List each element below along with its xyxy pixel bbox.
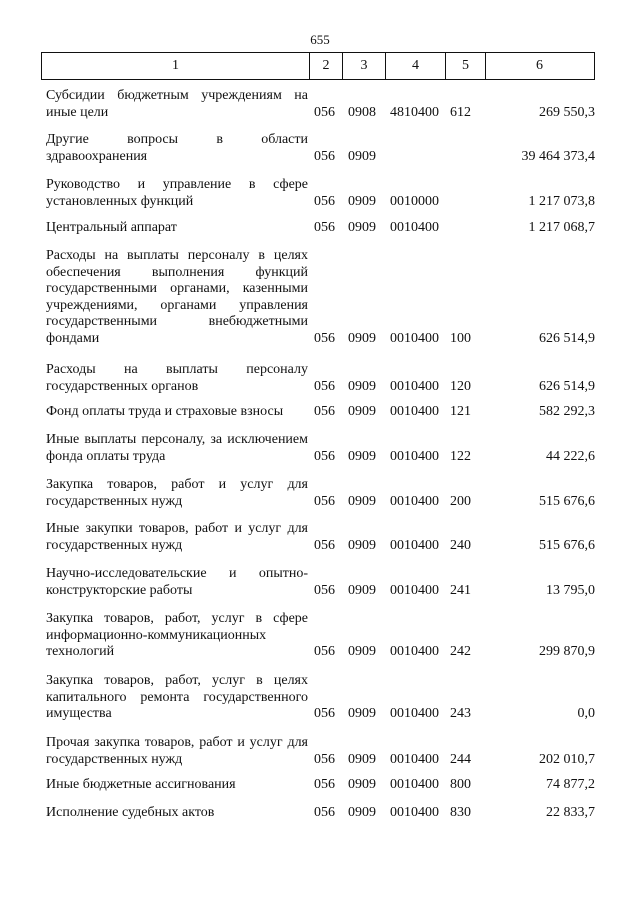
row-label: Исполнение судебных актов bbox=[46, 805, 215, 820]
row-cell-c3: 0909 bbox=[348, 537, 376, 553]
row-cell-c6: 299 870,9 bbox=[539, 644, 595, 659]
table-row bbox=[46, 404, 595, 421]
row-label: Научно-исследовательские и опытно-конструкторские работы bbox=[46, 566, 308, 598]
row-cell-c3: 0909 bbox=[348, 582, 376, 598]
row-cell-c6: 202 010,7 bbox=[539, 751, 595, 767]
row-cell-c3: 0909 bbox=[348, 220, 376, 235]
row-label: Закупка товаров, работ, услуг в сфере информационно-коммуникационных технологий bbox=[46, 611, 308, 659]
row-cell-c3: 0908 bbox=[348, 104, 376, 120]
row-label: Иные закупки товаров, работ и услуг для государственных нужд bbox=[46, 521, 308, 553]
row-cell-c3: 0909 bbox=[348, 706, 376, 721]
row-cell-c6: 22 833,7 bbox=[546, 805, 595, 820]
row-cell-c2: 056 bbox=[314, 805, 335, 820]
table-row bbox=[46, 566, 595, 599]
row-cell-c5: 241 bbox=[450, 582, 471, 598]
row-cell-c6: 269 550,3 bbox=[539, 104, 595, 120]
row-cell-c2: 056 bbox=[314, 777, 335, 792]
row-cell-c3: 0909 bbox=[348, 448, 376, 464]
table-header bbox=[41, 52, 595, 80]
table-row bbox=[46, 805, 595, 822]
row-label: Иные бюджетные ассигнования bbox=[46, 777, 236, 792]
header-col-2: 2 bbox=[309, 53, 342, 79]
row-cell-c5: 830 bbox=[450, 805, 471, 820]
row-cell-c4: 0010400 bbox=[390, 493, 439, 509]
row-cell-c3: 0909 bbox=[348, 777, 376, 792]
row-cell-c3: 0909 bbox=[348, 644, 376, 659]
row-label: Закупка товаров, работ, услуг в целях капитального ремонта государственного имущества bbox=[46, 673, 308, 721]
row-label: Расходы на выплаты персоналу в целях обеспечения выполнения функций государственными органами, казенными учреждениями, органами управления государственными внебюджетными фондами bbox=[46, 248, 308, 346]
row-cell-c4: 0010400 bbox=[390, 644, 439, 659]
row-cell-c2: 056 bbox=[314, 404, 335, 419]
row-cell-c2: 056 bbox=[314, 148, 335, 164]
row-label: Субсидии бюджетным учреждениям на иные цели bbox=[46, 88, 308, 120]
row-label: Расходы на выплаты персоналу государственных органов bbox=[46, 362, 308, 394]
row-cell-c6: 626 514,9 bbox=[539, 378, 595, 394]
row-cell-c2: 056 bbox=[314, 751, 335, 767]
row-cell-c5: 200 bbox=[450, 493, 471, 509]
row-cell-c6: 74 877,2 bbox=[546, 777, 595, 792]
row-cell-c3: 0909 bbox=[348, 148, 376, 164]
row-cell-c3: 0909 bbox=[348, 193, 376, 209]
row-cell-c2: 056 bbox=[314, 330, 335, 346]
row-label: Закупка товаров, работ и услуг для государственных нужд bbox=[46, 477, 308, 509]
row-cell-c3: 0909 bbox=[348, 404, 376, 419]
row-cell-c2: 056 bbox=[314, 378, 335, 394]
header-col-1: 1 bbox=[172, 58, 179, 73]
row-cell-c6: 44 222,6 bbox=[546, 448, 595, 464]
row-cell-c2: 056 bbox=[314, 644, 335, 659]
row-cell-c2: 056 bbox=[314, 448, 335, 464]
row-cell-c5: 100 bbox=[450, 330, 471, 346]
table-row bbox=[46, 362, 595, 395]
row-cell-c6: 0,0 bbox=[577, 706, 595, 721]
row-label: Прочая закупка товаров, работ и услуг для государственных нужд bbox=[46, 735, 308, 767]
row-cell-c4: 0010400 bbox=[390, 448, 439, 464]
table-row bbox=[46, 132, 595, 165]
row-cell-c3: 0909 bbox=[348, 805, 376, 820]
row-cell-c5: 120 bbox=[450, 378, 471, 394]
row-cell-c6: 1 217 068,7 bbox=[528, 220, 595, 235]
row-cell-c5: 244 bbox=[450, 751, 471, 767]
row-cell-c2: 056 bbox=[314, 537, 335, 553]
row-cell-c4: 0010400 bbox=[390, 537, 439, 553]
row-cell-c6: 39 464 373,4 bbox=[521, 148, 595, 164]
row-cell-c4: 0010400 bbox=[390, 220, 439, 235]
row-cell-c3: 0909 bbox=[348, 493, 376, 509]
row-cell-c6: 582 292,3 bbox=[539, 404, 595, 419]
row-cell-c4: 0010400 bbox=[390, 330, 439, 346]
header-col-3: 3 bbox=[342, 53, 385, 79]
table-row bbox=[46, 432, 595, 465]
row-cell-c2: 056 bbox=[314, 104, 335, 120]
row-cell-c3: 0909 bbox=[348, 751, 376, 767]
row-cell-c5: 800 bbox=[450, 777, 471, 792]
row-cell-c6: 515 676,6 bbox=[539, 493, 595, 509]
row-label: Другие вопросы в области здравоохранения bbox=[46, 132, 308, 164]
header-col-5: 5 bbox=[445, 53, 485, 79]
row-label: Иные выплаты персоналу, за исключением фонда оплаты труда bbox=[46, 432, 308, 464]
row-cell-c2: 056 bbox=[314, 706, 335, 721]
row-cell-c4: 0010400 bbox=[390, 582, 439, 598]
table-row bbox=[46, 220, 595, 237]
table-row bbox=[46, 611, 595, 661]
header-col-4: 4 bbox=[385, 53, 445, 79]
row-cell-c4: 0010400 bbox=[390, 706, 439, 721]
row-cell-c2: 056 bbox=[314, 220, 335, 235]
row-cell-c3: 0909 bbox=[348, 378, 376, 394]
row-cell-c2: 056 bbox=[314, 193, 335, 209]
row-cell-c5: 243 bbox=[450, 706, 471, 721]
row-cell-c4: 0010400 bbox=[390, 751, 439, 767]
table-row bbox=[46, 88, 595, 121]
table-row bbox=[46, 248, 595, 347]
row-label: Центральный аппарат bbox=[46, 220, 177, 235]
row-cell-c5: 240 bbox=[450, 537, 471, 553]
row-cell-c4: 0010000 bbox=[390, 193, 439, 209]
table-row bbox=[46, 521, 595, 554]
row-cell-c4: 0010400 bbox=[390, 404, 439, 419]
row-cell-c6: 515 676,6 bbox=[539, 537, 595, 553]
row-cell-c5: 612 bbox=[450, 104, 471, 120]
row-cell-c5: 122 bbox=[450, 448, 471, 464]
row-cell-c5: 242 bbox=[450, 644, 471, 659]
table-row bbox=[46, 777, 595, 794]
row-label: Фонд оплаты труда и страховые взносы bbox=[46, 404, 284, 419]
row-cell-c6: 626 514,9 bbox=[539, 330, 595, 346]
table-row bbox=[46, 477, 595, 510]
row-label: Руководство и управление в сфере установленных функций bbox=[46, 177, 308, 209]
row-cell-c4: 0010400 bbox=[390, 777, 439, 792]
header-col-6: 6 bbox=[485, 53, 593, 79]
row-cell-c4: 4810400 bbox=[390, 104, 439, 120]
row-cell-c2: 056 bbox=[314, 582, 335, 598]
row-cell-c2: 056 bbox=[314, 493, 335, 509]
table-row bbox=[46, 673, 595, 723]
page-number: 655 bbox=[310, 32, 330, 47]
row-cell-c6: 13 795,0 bbox=[546, 582, 595, 598]
table-row bbox=[46, 735, 595, 768]
row-cell-c4: 0010400 bbox=[390, 378, 439, 394]
row-cell-c6: 1 217 073,8 bbox=[528, 193, 595, 209]
row-cell-c3: 0909 bbox=[348, 330, 376, 346]
row-cell-c4: 0010400 bbox=[390, 805, 439, 820]
table-row bbox=[46, 177, 595, 210]
row-cell-c5: 121 bbox=[450, 404, 471, 419]
